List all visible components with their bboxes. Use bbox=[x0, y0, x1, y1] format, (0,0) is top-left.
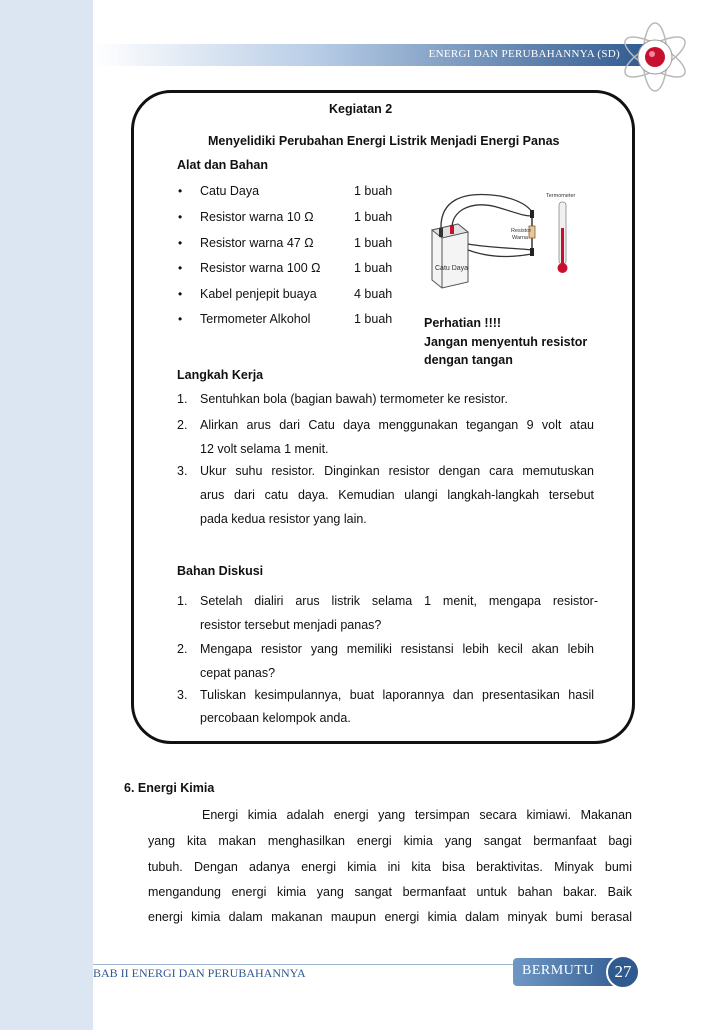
discussion-text: Tuliskan kesimpulannya, buat laporannya dan presentasikan hasil bbox=[200, 688, 594, 702]
material-qty: 1 buah bbox=[354, 210, 393, 224]
material-qty: 4 buah bbox=[354, 287, 393, 301]
left-margin-band bbox=[0, 0, 93, 1030]
resistor-label-1: Resistor bbox=[511, 228, 532, 234]
discussion-text: cepat panas? bbox=[200, 666, 276, 680]
bullet-icon: • bbox=[178, 236, 183, 250]
discussion-text: percobaan kelompok anda. bbox=[200, 711, 351, 725]
section-paragraph-line: tubuh. Dengan adanya energi kimia ini kita bisa beraktivitas. Minyak bumi bbox=[148, 860, 632, 874]
material-name: Termometer Alkohol bbox=[200, 312, 311, 326]
bullet-icon: • bbox=[178, 261, 183, 275]
material-name: Resistor warna 100 Ω bbox=[200, 261, 321, 275]
warning-line-2: Jangan menyentuh resistor bbox=[424, 335, 588, 349]
circuit-diagram bbox=[420, 172, 610, 292]
atom-logo-icon bbox=[618, 20, 692, 94]
activity-heading: Kegiatan 2 bbox=[329, 102, 393, 116]
bullet-icon: • bbox=[178, 184, 183, 198]
activity-subtitle: Menyelidiki Perubahan Energi Listrik Menjadi Energi Panas bbox=[208, 134, 560, 148]
header-title: ENERGI DAN PERUBAHANNYA (SD) bbox=[428, 48, 620, 60]
discussion-number: 2. bbox=[177, 642, 188, 656]
thermometer-label: Termometer bbox=[546, 193, 576, 199]
resistor-label-2: Warna bbox=[512, 235, 528, 241]
discussion-text: resistor tersebut menjadi panas? bbox=[200, 618, 382, 632]
footer-rule bbox=[93, 964, 533, 965]
footer-chapter: BAB II ENERGI DAN PERUBAHANNYA bbox=[93, 966, 306, 980]
section-paragraph-line: yang kita makan menghasilkan energi kimia yang sangat bermanfaat bagi bbox=[148, 834, 632, 848]
warning-line-3: dengan tangan bbox=[424, 353, 513, 367]
power-supply-label: Catu Daya bbox=[435, 265, 469, 272]
bullet-icon: • bbox=[178, 287, 183, 301]
material-name: Resistor warna 10 Ω bbox=[200, 210, 314, 224]
material-qty: 1 buah bbox=[354, 312, 393, 326]
material-qty: 1 buah bbox=[354, 184, 393, 198]
section-paragraph-line: energi kimia dalam makanan maupun energi kimia dalam minyak bumi berasal bbox=[148, 910, 632, 924]
section-title: 6. Energi Kimia bbox=[124, 781, 215, 795]
material-name: Catu Daya bbox=[200, 184, 260, 198]
material-name: Resistor warna 47 Ω bbox=[200, 236, 314, 250]
thermometer-icon bbox=[558, 202, 568, 273]
discussion-title: Bahan Diskusi bbox=[177, 564, 264, 578]
step-text: arus dari catu daya. Kemudian ulangi langkah-langkah tersebut bbox=[200, 488, 594, 502]
discussion-number: 3. bbox=[177, 688, 188, 702]
bullet-icon: • bbox=[178, 210, 183, 224]
step-number: 1. bbox=[177, 392, 188, 406]
material-qty: 1 buah bbox=[354, 236, 393, 250]
power-supply-icon bbox=[432, 224, 468, 288]
footer-brand: BERMUTU bbox=[522, 963, 594, 978]
discussion-text: Setelah dialiri arus listrik selama 1 menit, mengapa resistor- bbox=[200, 594, 598, 608]
page-number: 27 bbox=[606, 955, 640, 989]
warning-line-1: Perhatian !!!! bbox=[424, 316, 502, 330]
material-qty: 1 buah bbox=[354, 261, 393, 275]
materials-title: Alat dan Bahan bbox=[177, 158, 268, 172]
discussion-number: 1. bbox=[177, 594, 188, 608]
section-paragraph-line: Energi kimia adalah energi yang tersimpan secara kimiawi. Makanan bbox=[202, 808, 632, 822]
step-text: 12 volt selama 1 menit. bbox=[200, 442, 329, 456]
bullet-icon: • bbox=[178, 312, 183, 326]
step-text: Ukur suhu resistor. Dinginkan resistor dengan cara memutuskan bbox=[200, 464, 594, 478]
step-number: 2. bbox=[177, 418, 188, 432]
step-text: Sentuhkan bola (bagian bawah) termometer ke resistor. bbox=[200, 392, 508, 406]
step-number: 3. bbox=[177, 464, 188, 478]
section-paragraph-line: mengandung energi kimia yang sangat bermanfaat untuk bahan bakar. Baik bbox=[148, 885, 632, 899]
material-name: Kabel penjepit buaya bbox=[200, 287, 317, 301]
step-text: Alirkan arus dari Catu daya menggunakan tegangan 9 volt atau bbox=[200, 418, 594, 432]
steps-title: Langkah Kerja bbox=[177, 368, 264, 382]
discussion-text: Mengapa resistor yang memiliki resistansi lebih kecil akan lebih bbox=[200, 642, 594, 656]
step-text: pada kedua resistor yang lain. bbox=[200, 512, 367, 526]
